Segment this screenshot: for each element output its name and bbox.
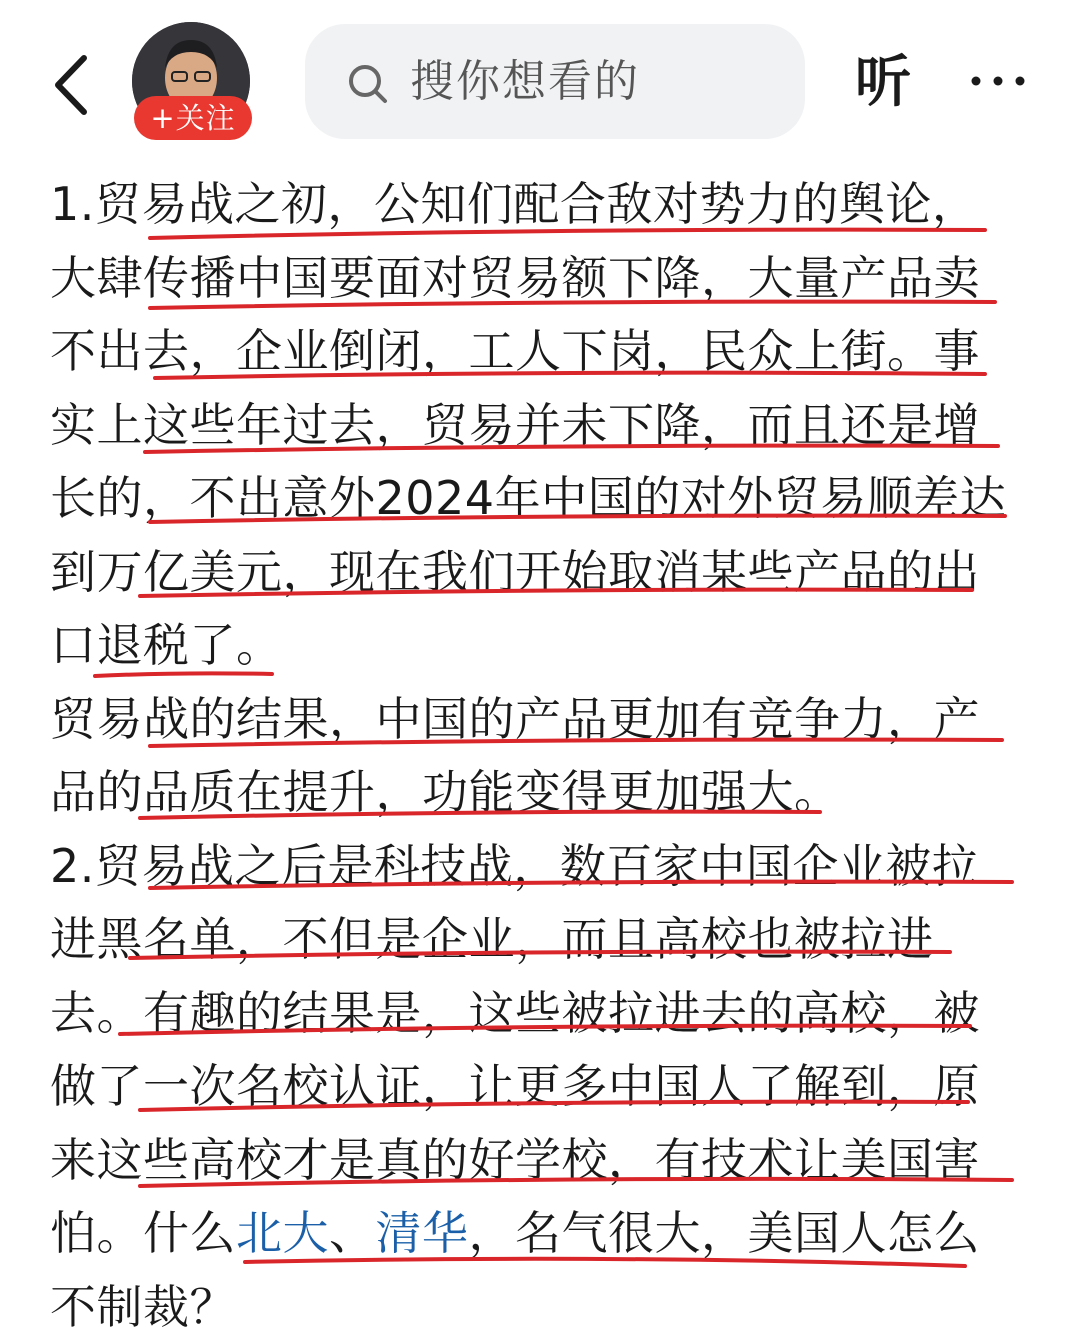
- article-line: 不制裁？: [50, 1271, 1030, 1344]
- search-icon: [345, 61, 391, 107]
- article-line: 进黑名单，不但是企业，而且高校也被拉进: [50, 903, 1030, 977]
- article-line: 1.贸易战之初，公知们配合敌对势力的舆论，: [50, 168, 1030, 242]
- link-peking-university[interactable]: 北大: [236, 1206, 329, 1260]
- text-segment: 、: [329, 1206, 376, 1260]
- search-input[interactable]: [305, 24, 805, 139]
- back-button[interactable]: [40, 50, 110, 120]
- text-segment: ，名气很大，美国人怎么: [469, 1206, 981, 1260]
- article-line: 口退税了。: [50, 609, 1030, 683]
- article-line: 去。有趣的结果是，这些被拉进去的高校，被: [50, 977, 1030, 1051]
- article-line: 做了一次名校认证，让更多中国人了解到，原: [50, 1050, 1030, 1124]
- article-line: 实上这些年过去，贸易并未下降，而且还是增: [50, 389, 1030, 463]
- search-placeholder: 搜你想看的: [410, 54, 640, 110]
- link-tsinghua[interactable]: 清华: [376, 1206, 469, 1260]
- article-line: 不出去，企业倒闭，工人下岗，民众上街。事: [50, 315, 1030, 389]
- article-line: 到万亿美元，现在我们开始取消某些产品的出: [50, 536, 1030, 610]
- follow-button[interactable]: +关注: [134, 96, 252, 140]
- article-line: 贸易战的结果，中国的产品更加有竞争力，产: [50, 683, 1030, 757]
- author-avatar-group: [132, 22, 252, 147]
- more-icon: [968, 66, 1028, 96]
- article-line: 长的，不出意外2024年中国的对外贸易顺差达: [50, 462, 1030, 536]
- back-icon: [40, 50, 110, 120]
- article-line: 来这些高校才是真的好学校，有技术让美国害: [50, 1124, 1030, 1198]
- top-bar: [0, 0, 1080, 160]
- article-body: [50, 168, 1030, 1344]
- article-line: 2.贸易战之后是科技战，数百家中国企业被拉: [50, 830, 1030, 904]
- article-line-with-links: [50, 1197, 1030, 1271]
- more-button[interactable]: [968, 66, 1028, 96]
- article-line: 品的品质在提升，功能变得更加强大。: [50, 756, 1030, 830]
- article-line: 大肆传播中国要面对贸易额下降，大量产品卖: [50, 242, 1030, 316]
- listen-button[interactable]: 听: [855, 48, 911, 118]
- text-segment: 怕。什么: [50, 1206, 236, 1260]
